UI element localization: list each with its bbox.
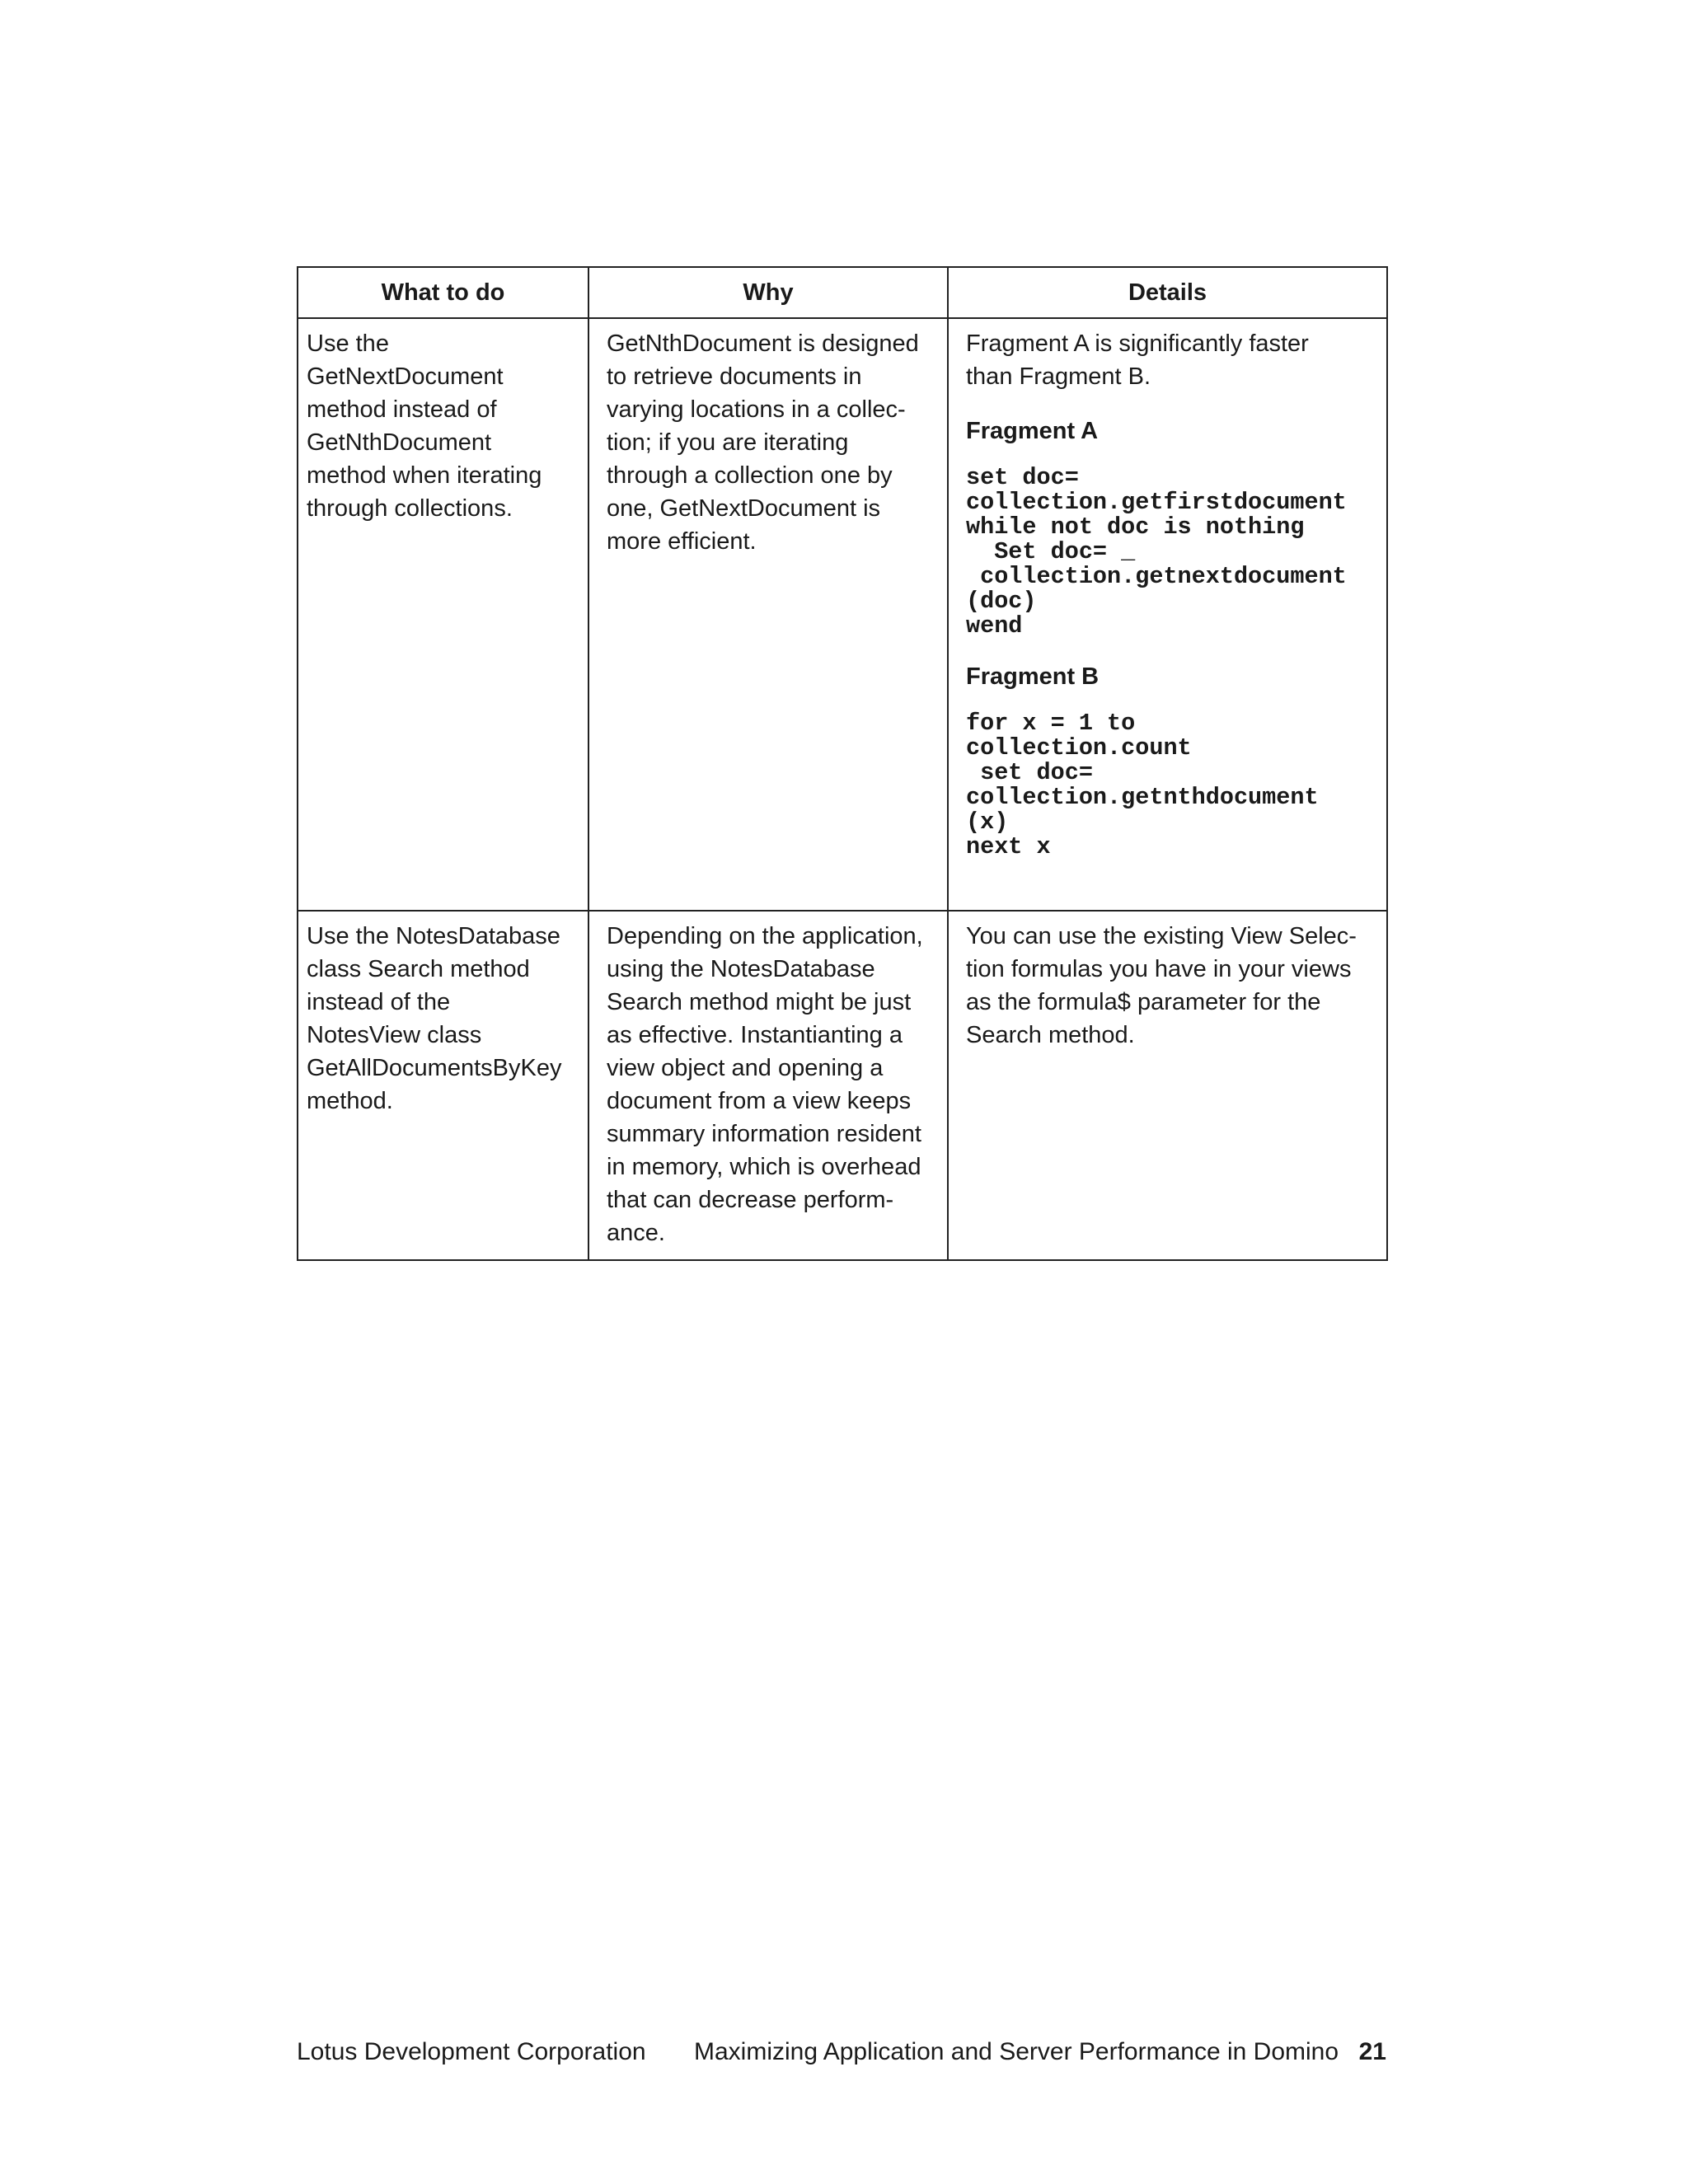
cell-line: varying locations in a collec- <box>607 396 906 423</box>
why-cell <box>588 911 948 1260</box>
footer-document-title: Maximizing Application and Server Performance in Domino <box>694 2038 1339 2065</box>
cell-line: than Fragment B. <box>966 363 1151 390</box>
cell-line: Use the NotesDatabase <box>307 923 560 949</box>
cell-line: in memory, which is overhead <box>607 1154 921 1180</box>
cell-line: Search method might be just <box>607 989 912 1015</box>
footer-company: Lotus Development Corporation <box>297 2038 646 2065</box>
cell-line: GetNextDocument <box>307 363 504 390</box>
cell-line: that can decrease perform- <box>607 1187 894 1213</box>
fragment-b-code: for x = 1 to collection.count set doc= collection.getnthdocument (x) next x <box>966 710 1319 860</box>
fragment-b-title: Fragment B <box>966 663 1100 690</box>
cell-line: method instead of <box>307 396 497 423</box>
cell-line: view object and opening a <box>607 1055 884 1081</box>
cell-line: through a collection one by <box>607 462 893 489</box>
header-what-to-do: What to do <box>298 267 588 318</box>
cell-line: document from a view keeps <box>607 1088 912 1114</box>
cell-line: tion; if you are iterating <box>607 429 849 456</box>
cell-line: tion formulas you have in your views <box>966 956 1352 982</box>
details-cell <box>948 318 1387 911</box>
cell-line: as effective. Instantianting a <box>607 1022 903 1048</box>
fragment-a-title: Fragment A <box>966 418 1099 444</box>
cell-line: GetAllDocumentsByKey <box>307 1055 562 1081</box>
details-cell <box>948 911 1387 1260</box>
cell-line: one, GetNextDocument is <box>607 495 881 522</box>
cell-line: as the formula$ parameter for the <box>966 989 1321 1015</box>
cell-line: Depending on the application, <box>607 923 923 949</box>
cell-line: Search method. <box>966 1022 1135 1048</box>
cell-line: more efficient. <box>607 528 757 555</box>
what-to-do-cell <box>298 911 588 1260</box>
cell-line: GetNthDocument <box>307 429 492 456</box>
cell-line: GetNthDocument is designed <box>607 330 919 357</box>
table-header-row <box>298 267 1387 318</box>
cell-line: using the NotesDatabase <box>607 956 875 982</box>
page-footer <box>297 2036 1386 2069</box>
header-why: Why <box>588 267 948 318</box>
cell-line: ance. <box>607 1220 665 1246</box>
tips-table <box>297 266 1388 1261</box>
why-cell <box>588 318 948 911</box>
table-row <box>298 911 1387 1260</box>
header-details: Details <box>948 267 1387 318</box>
cell-line: method. <box>307 1088 393 1114</box>
page-number: 21 <box>1358 2038 1386 2065</box>
what-to-do-cell <box>298 318 588 911</box>
cell-line: to retrieve documents in <box>607 363 862 390</box>
cell-line: instead of the <box>307 989 451 1015</box>
cell-line: Use the <box>307 330 389 357</box>
cell-line: NotesView class <box>307 1022 482 1048</box>
cell-line: You can use the existing View Selec- <box>966 923 1357 949</box>
cell-line: summary information resident <box>607 1121 921 1147</box>
table-row <box>298 318 1387 911</box>
cell-line: method when iterating <box>307 462 542 489</box>
fragment-a-code: set doc= collection.getfirstdocument while not doc is nothing Set doc= _ collection.getnextdocument (doc) wend <box>966 464 1347 640</box>
cell-line: through collections. <box>307 495 513 522</box>
cell-line: Fragment A is significantly faster <box>966 330 1309 357</box>
cell-line: class Search method <box>307 956 530 982</box>
